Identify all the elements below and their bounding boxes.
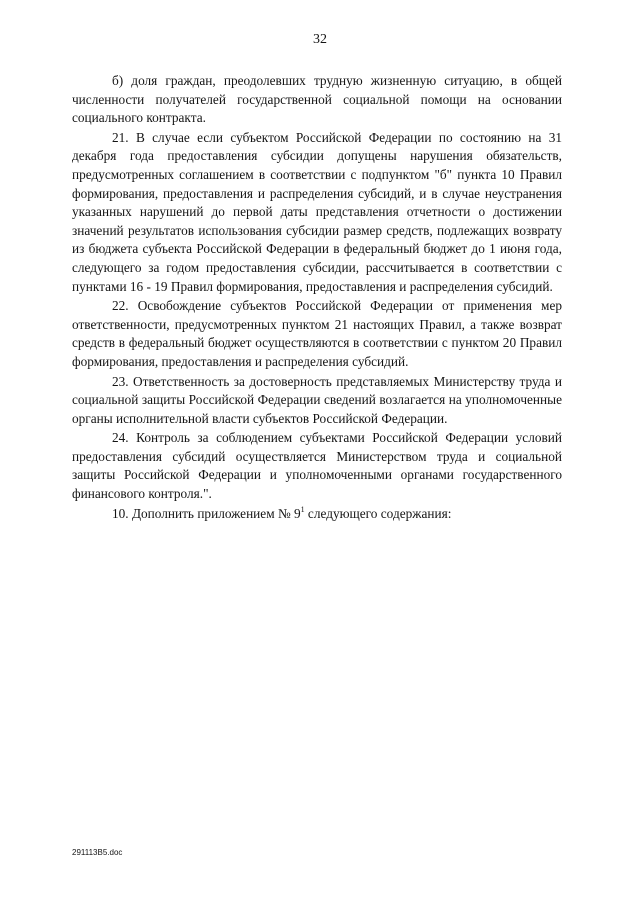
- appendix-superscript: 1: [300, 504, 305, 514]
- amendment-text: 10. Дополнить приложением № 9: [112, 505, 301, 521]
- paragraph-21: 21. В случае если субъектом Российской Федерации по состоянию на 31 декабря года предоставления субсидии допущены нарушения обязательств, предусмотренных соглашением в соответствии с подпунктом "б" пункта 10 Правил формирования, предоставления и распределения субсидий, и в случае неустранения указанных нарушений до первой даты представления отчетности о достижении значений результатов использования субсидии размер средств, подлежащих возврату из бюджета субъекта Российской Федерации в федеральный бюджет до 1 июня года, следующего за годом предоставления субсидии, рассчитывается в соответствии с пунктами 16 - 19 Правил формирования, предоставления и распределения субсидий.: [72, 129, 562, 294]
- paragraph-10-amendment: [72, 505, 562, 524]
- paragraph-22: 22. Освобождение субъектов Российской Федерации от применения мер ответственности, предусмотренных пунктом 21 настоящих Правил, а также возврат средств в федеральный бюджет осуществляются в соответствии с пунктом 20 Правил формирования, предоставления и распределения субсидий.: [72, 298, 562, 369]
- document-file-code: 291113B5.doc: [72, 848, 123, 857]
- page-number: 32: [313, 32, 327, 47]
- paragraph-23: 23. Ответственность за достоверность представляемых Министерству труда и социальной защиты Российской Федерации сведений возлагается на уполномоченные органы исполнительной власти субъектов Российской Федерации.: [72, 373, 562, 426]
- document-body: [72, 72, 562, 524]
- paragraph-20b: б) доля граждан, преодолевших трудную жизненную ситуацию, в общей численности получателей государственной социальной помощи на основании социального контракта.: [72, 73, 562, 126]
- amendment-text-end: следующего содержания:: [304, 505, 452, 521]
- paragraph-24: 24. Контроль за соблюдением субъектами Российской Федерации условий предоставления субсидий осуществляется Министерством труда и социальной защиты Российской Федерации и уполномоченными органами государственного финансового контроля.".: [72, 430, 562, 502]
